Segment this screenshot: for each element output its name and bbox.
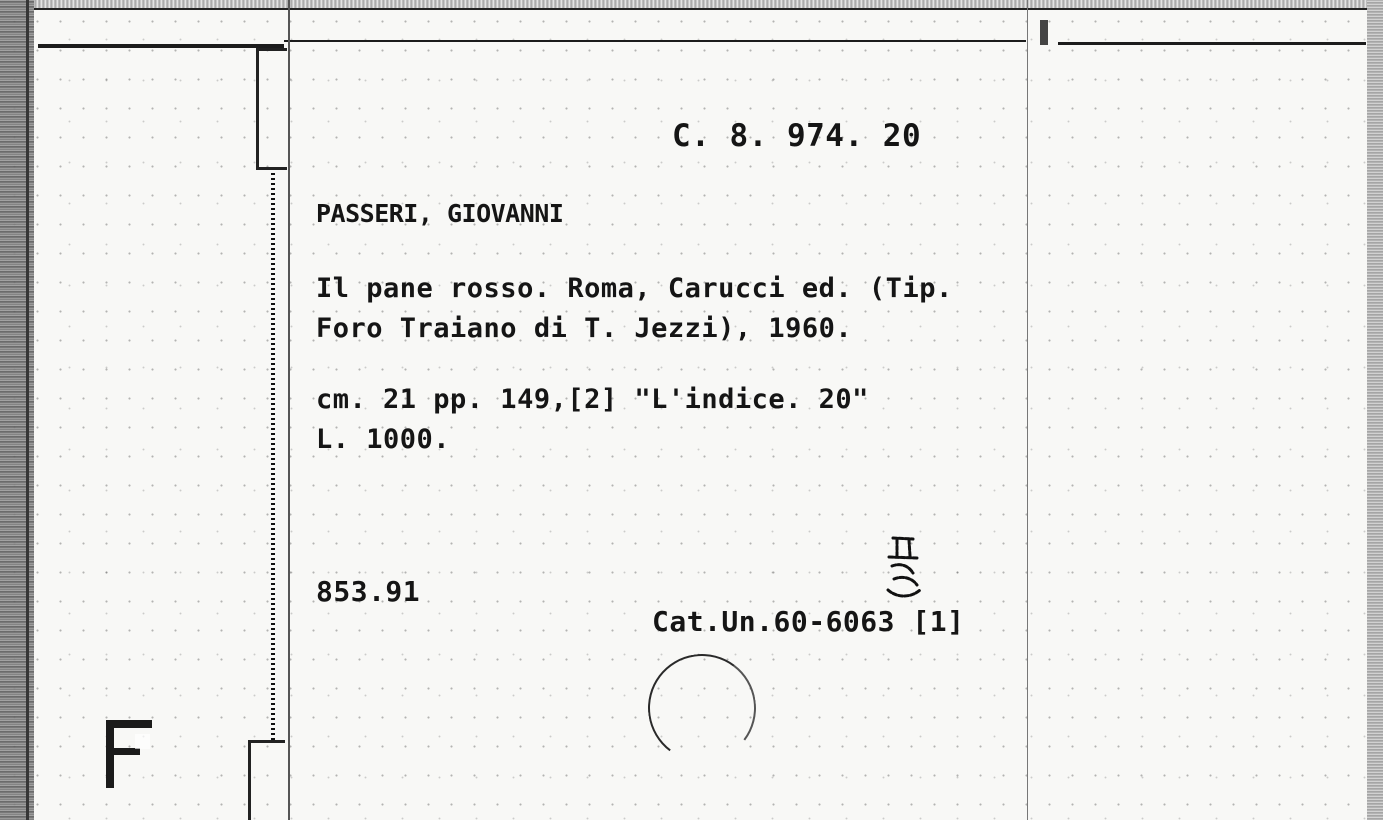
title-line-1: Il pane rosso. Roma, Carucci ed. (Tip.	[316, 273, 953, 304]
right-corner-mark	[1040, 20, 1048, 45]
top-left-rule	[38, 44, 284, 48]
vertical-stamp-icon	[875, 535, 945, 605]
left-scan-edge	[0, 0, 34, 820]
filing-letter-f-icon	[100, 714, 156, 790]
shelf-mark: C. 8. 974. 20	[672, 118, 922, 154]
catalog-reference: Cat.Un.60-6063 [1]	[652, 605, 965, 638]
top-right-rule	[1058, 42, 1366, 45]
title-line-2: Foro Traiano di T. Jezzi), 1960.	[316, 313, 853, 344]
physical-description-line-2: L. 1000.	[316, 424, 451, 455]
left-lower-bracket	[248, 740, 285, 820]
author-heading: PASSERI, GIOVANNI	[316, 199, 564, 228]
top-card-edge	[34, 0, 1367, 10]
physical-description-line-1: cm. 21 pp. 149,[2] "L'indice. 20"	[316, 384, 869, 415]
right-scan-edge	[1367, 0, 1383, 820]
card-right-edge	[1027, 0, 1028, 820]
top-center-rule	[284, 40, 1026, 42]
classification-number: 853.91	[316, 575, 421, 608]
left-upper-bracket	[256, 48, 287, 170]
card-left-margin-line	[288, 0, 290, 820]
card-left-dotted-edge	[271, 170, 275, 740]
